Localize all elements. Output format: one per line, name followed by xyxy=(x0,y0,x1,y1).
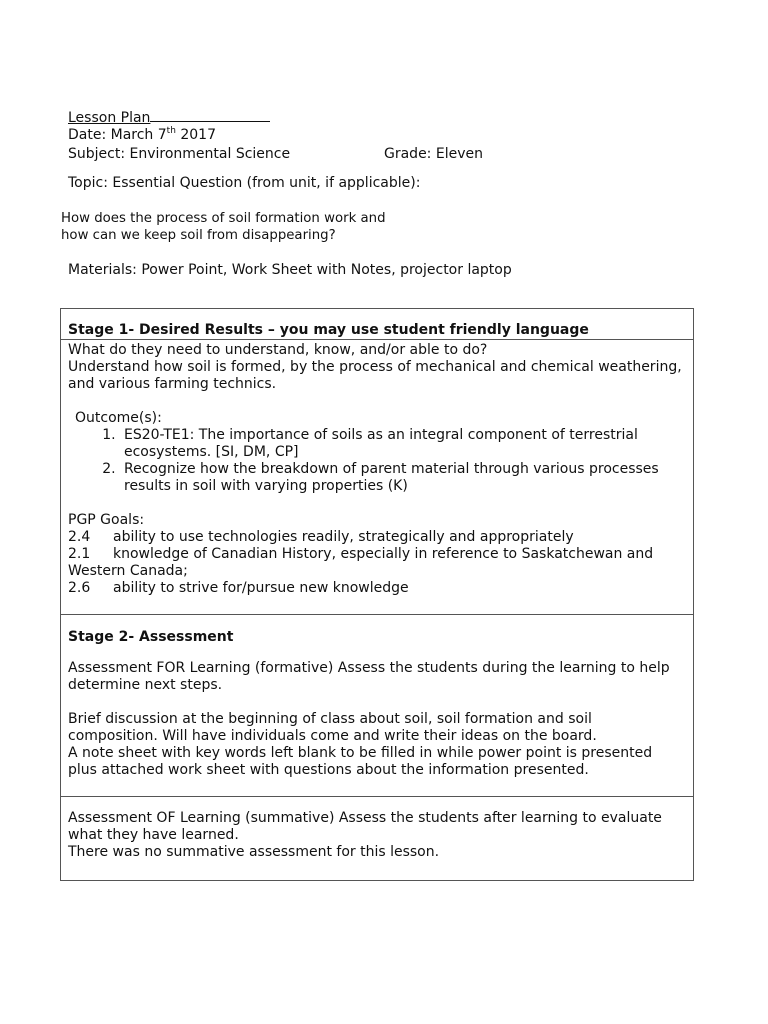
subject-line: Subject: Environmental Science xyxy=(68,146,291,162)
outcomes-list xyxy=(68,427,685,495)
formative-assessment xyxy=(61,646,694,797)
essential-question-line-1: How does the process of soil formation work and xyxy=(61,211,386,226)
pgp-goal: 2.4 ability to use technologies readily, strategically and appropriately xyxy=(68,529,574,545)
topic-line: Topic: Essential Question (from unit, if applicable): xyxy=(68,175,421,191)
stage1-prompt: What do they need to understand, know, and/or able to do? xyxy=(68,342,488,358)
grade-line: Grade: Eleven xyxy=(384,146,483,162)
formative-intro: Assessment FOR Learning (formative) Assess the students during the learning to help determine next steps. xyxy=(68,660,670,693)
outcome-item: 2. Recognize how the breakdown of parent material through various processes results in soil with varying properties (K) xyxy=(120,461,685,495)
stage2-table xyxy=(60,614,694,881)
outcomes-label: Outcome(s): xyxy=(75,410,162,426)
pgp-goal-continued: Western Canada; xyxy=(68,563,188,579)
summative-assessment xyxy=(61,797,694,881)
stage1-table xyxy=(60,308,694,615)
stage2-heading-cell xyxy=(61,615,694,647)
materials-line: Materials: Power Point, Work Sheet with Notes, projector laptop xyxy=(68,262,512,278)
stage2-heading: Stage 2- Assessment xyxy=(68,629,234,645)
pgp-goal: 2.6 ability to strive for/pursue new knowledge xyxy=(68,580,409,596)
summative-note: There was no summative assessment for this lesson. xyxy=(68,844,440,860)
essential-question-line-2: how can we keep soil from disappearing? xyxy=(61,228,336,243)
summative-intro: Assessment OF Learning (summative) Assess the students after learning to evaluate what they have learned. xyxy=(68,810,662,843)
title-underline xyxy=(150,109,270,122)
pgp-goal: 2.1 knowledge of Canadian History, especially in reference to Saskatchewan and xyxy=(68,546,654,562)
outcome-item: 1. ES20-TE1: The importance of soils as an integral component of terrestrial ecosystems. [SI, DM, CP] xyxy=(120,427,685,461)
stage1-understand: Understand how soil is formed, by the process of mechanical and chemical weathering, and various farming technics. xyxy=(68,359,682,392)
formative-discussion: Brief discussion at the beginning of class about soil, soil formation and soil composition. Will have individuals come and write their ideas on the board. xyxy=(68,711,597,744)
stage1-content xyxy=(61,340,694,615)
date-line: Date: March 7th 2017 xyxy=(68,126,216,143)
stage1-heading: Stage 1- Desired Results – you may use student friendly language xyxy=(61,309,694,340)
formative-note-sheet: A note sheet with key words left blank to be filled in while power point is presented plus attached work sheet with questions about the information presented. xyxy=(68,745,653,778)
pgp-goals-label: PGP Goals: xyxy=(68,512,145,528)
lesson-plan-title: Lesson Plan xyxy=(68,109,270,127)
